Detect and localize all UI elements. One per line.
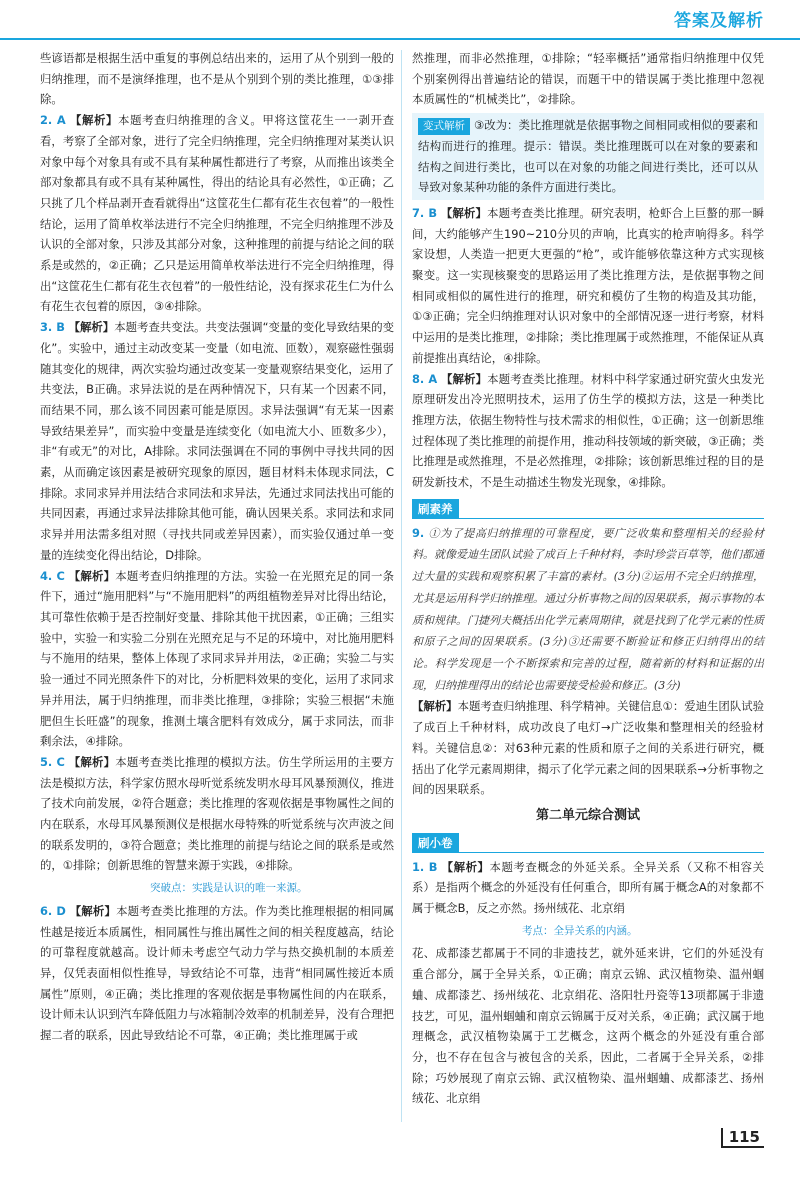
text-block: 然推理，而非必然推理，①排除；“轻率概括”通常指归纳推理中仅凭个别案例得出普遍结论的错误，而题干中的错误属于类比推理中忽视本质属性的“机械类比”，②排除。 [412, 51, 764, 107]
analysis-text: 本题考查类比推理的方法。作为类比推理根据的相同属性越是接近本质属性，相同属性与推出属性之间的相关程度越高，结论的可靠程度就越高。设计师未考虑空气动力学与热交换机制的本质差异，仅凭表面相似性推导，导致结论不可靠，违背“相同属性接近本质属性”原则，④正确；类比推理的客观依据是事物属性间的内在联系，设计师未认识到汽车降低阻力与冰箱制冷效率的机制差异，没有合理把握二者的联系，因此导致结论不可靠，④正确；类比推理属于或 [40, 903, 394, 1043]
question-block [412, 857, 764, 919]
analysis-text: 本题考查类比推理。材料中科学家通过研究萤火虫发光原理研发出冷光照明技术，运用了仿生学的模拟方法，这是一种类比推理方法，依据生物特性与技术需求的相似性，①正确；这一创新思维过程体现了类比推理的前提作用，推动科技领域的新突破，③正确；类比推理是或然推理，不是必然推理，②排除；该创新思维过程的目的是研发新技术，不是生动描述生物发光现象，④排除。 [412, 371, 764, 490]
analysis-label: 【解析】 [412, 699, 458, 714]
column-divider [401, 50, 402, 1122]
question-block [40, 317, 394, 565]
question-block [40, 110, 394, 317]
analysis-label: 【解析】 [440, 205, 488, 220]
section-rule [412, 852, 764, 853]
analysis-label: 【解析】 [68, 320, 115, 335]
section-header [412, 499, 764, 519]
key-point-note: 考点：全异关系的内涵。 [522, 924, 638, 937]
analysis-label: 【解析】 [68, 568, 116, 583]
analysis-block [412, 696, 764, 800]
text-block: 些谚语都是根据生活中重复的事例总结出来的，运用了从个别到一般的归纳推理，而不是演绎推理，也不是从个别到个别的类比推理，①③排除。 [40, 51, 394, 107]
key-point-note: 突破点：实践是认识的唯一来源。 [150, 882, 308, 895]
question-number: 1. B [412, 859, 438, 874]
left-column [40, 48, 394, 1046]
question-number: 4. C [40, 568, 65, 583]
analysis-text: 本题考查概念的外延关系。全异关系（又称不相容关系）是指两个概念的外延没有任何重合，即所有属于概念A的对象都不属于概念B，反之亦然。扬州绒花、北京绢 [412, 859, 764, 916]
analysis-text: 本题考查类比推理。研究表明，枪虾合上巨螯的那一瞬间，大约能够产生190~210分贝的声响，比真实的枪声响得多。科学家设想，人类造一把更大更强的“枪”，或许能够依靠这种方式实现核聚变。这一实现核聚变的思路运用了类比推理方法，是依据事物之间相同或相似的属性进行的推理，研究和模仿了生物的构造及其功能，①③正确；完全归纳推理对认识对象中的全部情况逐一进行考察，材料中运用的是类比推理，②排除；类比推理属于或然推理，不能保证从真前提推出真结论，④排除。 [412, 205, 764, 365]
analysis-text: 本题考查归纳推理、科学精神。关键信息①：爱迪生团队试验了成百上千种材料，成功改良了电灯→广泛收集和整理相关的经验材料。关键信息②：对63种元素的性质和原子之间的关系进行研究，概括出了化学元素周期律，揭示了化学元素之间的因果联系→分析事物之间的因果联系。 [412, 699, 764, 797]
question-block [40, 901, 394, 1046]
variant-analysis-box [412, 113, 764, 200]
question-block [412, 203, 764, 369]
analysis-text: 本题考查归纳推理的含义。甲将这筐花生一一剥开查看，考察了全部对象，进行了完全归纳推理，完全归纳推理对某类认识对象中每个对象具有或不具有某种属性都进行了考察，从而推出该类全部对象都具有或不具有某种属性，得出的结论具有必然性，①正确；乙只挑了几个样品剥开查看就得出“这筐花生仁都有花生衣包着”的一般性结论，运用了简单枚举法进行不完全归纳推理，不完全归纳推理不涉及认识的全部对象，只涉及其部分对象，这种推理的前提与结论之间的联系是或然的，②正确；乙只是运用简单枚举法进行不完全归纳推理，得出“这筐花生仁都有花生衣包着”的一般性结论，没有探求花生仁为什么有花生衣包着的原因，③④排除。 [40, 113, 394, 314]
header-rule [0, 38, 800, 40]
question-number: 8. A [412, 371, 438, 386]
answer-block [412, 523, 764, 697]
section-tag: 刷素养 [412, 499, 459, 519]
question-block [412, 369, 764, 493]
question-number: 3. B [40, 320, 65, 335]
section-header [412, 833, 764, 853]
variant-text: ③改为：类比推理就是依据事物之间相同或相似的要素和结构而进行的推理。提示：错误。类比推理既可以在对象的要素和结构之间进行类比，也可以在对象的功能之间进行类比，还可以从导致对象某种功能的条件方面进行类比。 [418, 118, 758, 195]
analysis-text: 本题考查类比推理的模拟方法。仿生学所运用的主要方法是模拟方法，科学家仿照水母听觉系统发明水母耳风暴预测仪，推进了技术向前发展，②符合题意；类比推理的客观依据是事物属性之间的内在联系，水母耳风暴预测仪是根据水母特殊的听觉系统与次声波之间的联系发明的，③符合题意；类比推理的前提与结论之间的联系是或然的，①排除；创新思维的智慧来源于实践，④排除。 [40, 754, 394, 873]
right-column [412, 48, 764, 1109]
question-number: 6. D [40, 903, 66, 918]
question-number: 9. [412, 525, 425, 540]
analysis-text: 本题考查归纳推理的方法。实验一在光照充足的同一条件下，通过“施用肥料”与“不施用肥料”的两组植物差异对比得出结论，其可靠性依赖于是否控制好变量、排除其他干扰因素，①正确；三组实验中，实验一和实验二分别在光照充足与不足的环境中，对比施用肥料与不施用的结果，整体上体现了求同求异并用法，②正确；实验二与实验一通过不同光照条件下的对比，分析肥料效果的变化，运用了求同求异并用法，属于归纳推理，而非类比推理，③排除；实验三根据“未施肥但生长旺盛”的现象，推测土壤含肥料有效成分，属于求同法，而非剩余法，④排除。 [40, 568, 394, 749]
question-block [40, 752, 394, 876]
page-number: 115 [721, 1128, 764, 1148]
question-number: 2. A [40, 113, 66, 128]
page-header [0, 0, 800, 44]
header-title: 答案及解析 [674, 11, 764, 31]
section-rule [412, 518, 764, 519]
question-number: 5. C [40, 754, 65, 769]
analysis-label: 【解析】 [69, 113, 119, 128]
handwritten-answer: ①为了提高归纳推理的可靠程度，要广泛收集和整理相关的经验材料。就像爱迪生团队试验了成百上千种材料，李时珍尝百草等，他们都通过大量的实践和观察积累了丰富的素材。(3分)②运用不完全归纳推理，尤其是运用科学归纳推理。通过分析事物之间的因果联系，揭示事物的本质和规律。门捷列夫概括出化学元素周期律，就是找到了化学元素的性质和原子之间的因果联系。(3分)③还需要不断验证和修正归纳得出的结论。科学发现是一个不断探索和完善的过程，随着新的材料和证据的出现，归纳推理得出的结论也需要接受检验和修正。(3分) [412, 526, 765, 692]
question-number: 7. B [412, 205, 438, 220]
analysis-label: 【解析】 [68, 754, 116, 769]
analysis-text: 本题考查共变法。共变法强调“变量的变化导致结果的变化”。实验中，通过主动改变某一变量（如电流、匝数），观察磁性强弱随其变化的规律，两次实验均通过改变某一变量观察结果变化，运用了共变法，B正确。求异法说的是在两种情况下，只有某一个因素不同，而结果不同，那么该不同因素可能是原因。求异法强调“有无某一因素导致结果差异”，而实验中变量是连续变化（如电流大小、匝数多少），非“有或无”的对比，A排除。求同法强调在不同的事例中寻找共同的因素，从而确定该因素是被研究现象的原因，题目材料未体现求同法，C排除。求同求异并用法结合求同法和求异法，先通过求同法找出可能的共同因素，再通过求异法排除其他可能，确认因果关系。求同法和求同求异并用法需多组对照（寻找共同或差异因素），而实验仅通过单一变量的连续变化得出结论，D排除。 [40, 320, 394, 562]
unit-title: 第二单元综合测试 [535, 807, 640, 823]
analysis-label: 【解析】 [440, 371, 488, 386]
analysis-label: 【解析】 [441, 859, 490, 874]
question-block [40, 566, 394, 752]
text-block: 花、成都漆艺都属于不同的非遗技艺，就外延来讲，它们的外延没有重合部分，属于全异关系，①正确；南京云锦、武汉植物染、温州蝈蛐、成都漆艺、扬州绒花、北京绢花、洛阳牡丹瓷等13项都属于非遗技艺，可见，温州蝈蛐和南京云锦属于反对关系，④正确；武汉属于地理概念，武汉植物染属于工艺概念，这两个概念的外延没有重合部分，也不存在包含与被包含的关系，因此，二者属于全异关系，②排除；巧妙展现了南京云锦、武汉植物染、温州蝈蛐、成都漆艺、扬州绒花、北京绢 [412, 946, 764, 1106]
analysis-label: 【解析】 [69, 903, 117, 918]
section-tag: 刷小卷 [412, 833, 459, 853]
variant-badge: 变式解析 [418, 118, 470, 135]
